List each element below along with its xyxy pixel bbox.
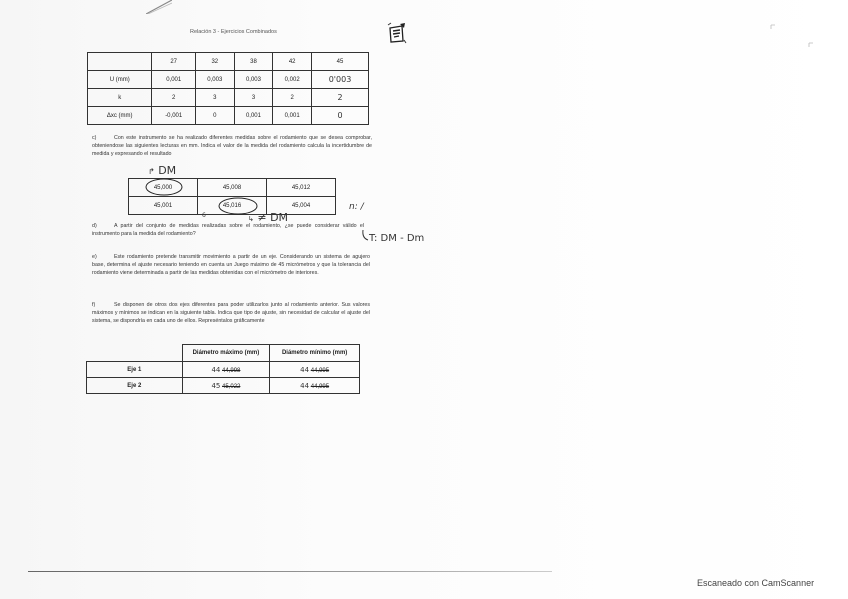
handwritten-cell: 2 [312,89,369,107]
table-cell: 45,001 [129,197,198,215]
table-cell: 0,001 [152,71,196,89]
row-label: Δxc (mm) [88,107,152,125]
table-cell: 2 [152,89,196,107]
table-cell: 45,016 [198,197,267,215]
table-header-cell: 27 [152,53,196,71]
table-cell: 0,003 [234,71,273,89]
printed-value: 44,998 [222,367,241,374]
question-text: Se disponen de otros dos ejes diferentes para poder utilizarlos junto al rodamiento anterior. Sus valores máximos y mínimos se indican en la siguiente tabla. Indica que tipo de ajuste, sin necesidad de calcular el ajuste del sistema, se dispondría en cada uno de ellos. Represéntalos gráficamente [92,302,370,324]
printed-value: 45,022 [222,383,241,390]
question-d [92,222,364,238]
table-cell: 3 [195,89,234,107]
shafts-table [86,344,360,394]
handwritten-small-mark: 6 [202,212,206,219]
handwritten-value: 44 [300,381,310,390]
row-label: Eje 1 [87,362,183,378]
question-text: Este rodamiento pretende transmitir movimiento a partir de un eje. Considerando un sistema de agujero base, determina el ajuste necesario teniendo en cuenta un Juego máximo de 45 micrómetros y que la tolerancia del rodamiento viene determinada a partir de las medidas obtenidas con el micrómetro de interiores. [92,254,370,276]
handwritten-value: 44 [211,365,221,374]
table-cell: 3 [234,89,273,107]
handwritten-n-label: n: / [349,202,364,212]
page-bottom-edge [28,571,552,572]
table-header-cell: 45 [312,53,369,71]
table-header-cell: 42 [273,53,312,71]
circle-max-mark [146,179,182,195]
table-cell: 0,001 [273,107,312,125]
table-header-cell: 32 [195,53,234,71]
table-cell: 2 [273,89,312,107]
table-cell [270,378,360,394]
table-cell: 0,002 [273,71,312,89]
handwritten-cell: 0 [312,107,369,125]
question-text: A partir del conjunto de medidas realizadas sobre el rodamiento, ¿se puede considerar válido el instrumento para la medida del rodamiento? [92,223,364,237]
handwritten-dm-bottom: ↳ ≠ DM [248,211,289,224]
table-row [87,362,360,378]
table-row [87,378,360,394]
handwritten-value: 44 [300,365,310,374]
table-cell: 0,003 [195,71,234,89]
table-cell: 45,012 [267,179,336,197]
table-header-cell: Diámetro mínimo (mm) [270,345,360,362]
question-label: c) [92,135,97,141]
question-label: f) [92,302,96,308]
table-header-cell: Diámetro máximo (mm) [182,345,270,362]
table-cell [182,362,270,378]
table-cell: 0 [195,107,234,125]
question-e [92,253,370,277]
handwritten-dm-top: ↱ DM [148,164,177,177]
table-cell: 45,000 [129,179,198,197]
question-text: Con este instrumento se ha realizado diferentes medidas sobre el rodamiento que se desea comprobar, obteniendose las siguientes lecturas en mm. Indica el valor de la medida del rodamiento calcula la incertidumbre de medida y expresando el resultado [92,135,372,157]
handwritten-tolerance-formula: T: DM - Dm [369,233,425,244]
row-label: Eje 2 [87,378,183,394]
handwritten-value: 45 [211,381,221,390]
table-cell: 45,004 [267,197,336,215]
handwritten-cell: 0'003 [312,71,369,89]
printed-value: 44,995 [310,383,330,390]
table-header-row [87,345,360,362]
row-label: k [88,89,152,107]
question-f [92,301,370,325]
question-label: d) [92,223,97,229]
table-cell: 45,008 [198,179,267,197]
table-header-cell: 38 [234,53,273,71]
scanner-watermark: Escaneado con CamScanner [697,578,815,588]
table-cell: 0,001 [234,107,273,125]
page-header-title: Relación 3 - Ejercicios Combinados [190,29,277,35]
printed-value: 44,995 [310,367,330,374]
question-label: e) [92,254,97,260]
row-label: U (mm) [88,71,152,89]
table-header-cell [87,345,183,362]
table-cell: -0,001 [152,107,196,125]
table-cell [182,378,270,394]
table-cell [270,362,360,378]
